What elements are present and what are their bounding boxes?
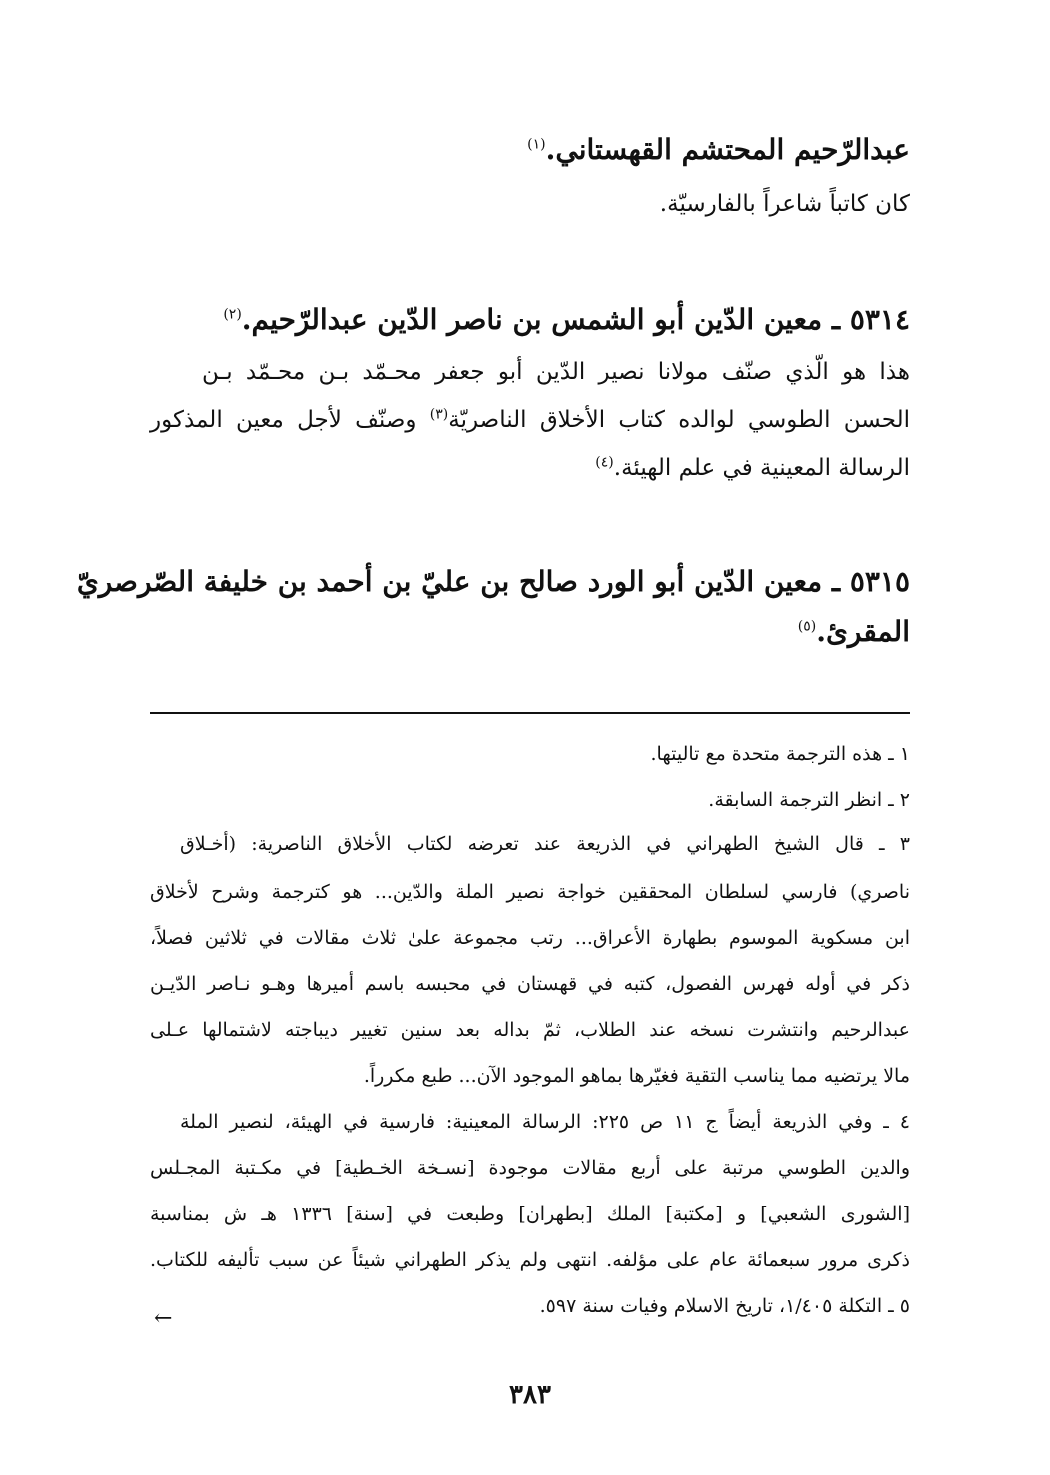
entry-5314-line-3: الرسالة المعينية في علم الهيئة.$^{(٤)}$	[595, 454, 910, 481]
footnote-4-line-2: والدين الطوسي مرتبة على أربع مقالات موجودة [نسـخة الخـطية] في مكـتبة المجـلس	[150, 1157, 910, 1179]
footnote-4-line-4: ذكرى مرور سبعمائة عام على مؤلفه. انتهى ولم يذكر الطهراني شيئاً عن سبب تأليفه للكتاب.	[150, 1249, 910, 1271]
footnote-3-line-3: ابن مسكوية الموسوم بطهارة الأعراق... رتب مجموعة علىٰ ثلاث مقالات في ثلاثين فصلاً،	[150, 927, 910, 949]
footnote-5: ٥ ـ التكلة ١/٤٠٥، تاريخ الاسلام وفيات سنة ٥٩٧.	[539, 1295, 910, 1317]
entry-5314-line-1: هذا هو الّذي صنّف مولانا نصير الدّين أبو جعفر محـمّد بـن محـمّد بـن	[202, 359, 910, 385]
footnote-ref-3[interactable]: (٣)	[429, 406, 449, 423]
footnote-ref-4[interactable]: (٤)	[595, 454, 614, 471]
entry-5314-heading: ٥٣١٤ ـ معين الدّين أبو الشمس بن ناصر الدّين عبدالرّحيم.$^{(٢)}$	[223, 303, 910, 336]
page-number: ٣٨٣	[509, 1380, 551, 1410]
footnote-3-line-6: مالا يرتضيه مما يناسب التقية فغيّرها بماهو الموجود الآن... طبع مكرراً.	[363, 1065, 910, 1087]
footnote-1: ١ ـ هذه الترجمة متحدة مع تاليتها.	[650, 743, 910, 765]
footnote-3-line-1: ٣ ـ قال الشيخ الطهراني في الذريعة عند تعرضه لكتاب الأخلاق الناصرية: (أخـلاق	[180, 833, 910, 855]
footnote-4-line-3: [الشورى الشعبي] و [مكتبة] الملك [بطهران] وطبعت في [سنة] ١٣٣٦ هـ ش بمناسبة	[150, 1203, 910, 1225]
footnote-3-line-4: ذكر في أوله فهرس الفصول، كتبه في قهستان في محبسه باسم أميرها وهـو نـاصر الدّيـن	[150, 973, 910, 995]
entry-5314-line-2: الحسن الطوسي لوالده كتاب الأخلاق الناصريّة$^{(٣)}$ وصنّف لأجل معين المذكور	[150, 406, 910, 433]
footnote-3-line-2: ناصري) فارسي لسلطان المحققين خواجة نصير الملة والدّين... هو كترجمة وشرح لأخلاق	[150, 881, 910, 903]
footnote-ref-1[interactable]: (١)	[527, 136, 546, 153]
footnote-separator	[150, 712, 910, 714]
entry-5315-heading-line-2: المقرئ.$^{(٥)}$	[797, 615, 910, 648]
footnote-4-line-1: ٤ ـ وفي الذريعة أيضاً ج ١١ ص ٢٢٥: الرسالة المعينية: فارسية في الهيئة، لنصير الملة	[180, 1111, 910, 1133]
continued-entry-name: عبدالرّحيم المحتشم القهستاني.$^{(١)}$	[527, 133, 910, 166]
footnote-ref-2[interactable]: (٢)	[223, 306, 242, 323]
page	[76, 0, 910, 1475]
footnote-3-line-5: عبدالرحيم وانتشرت نسخه عند الطلاب، ثمّ بداله بعد سنين تغيير ديباجته لاشتمالها عـلى	[150, 1019, 910, 1041]
continued-entry-description: كان كاتباً شاعراً بالفارسيّة.	[659, 191, 910, 217]
continue-arrow-icon: ←	[154, 1306, 173, 1331]
footnote-ref-5[interactable]: (٥)	[797, 618, 817, 635]
entry-5315-heading-line-1: ٥٣١٥ ـ معين الدّين أبو الورد صالح بن عليّ بن أحمد بن خليفة الصّرصريّ	[76, 565, 910, 598]
footnote-2: ٢ ـ انظر الترجمة السابقة.	[708, 789, 910, 811]
